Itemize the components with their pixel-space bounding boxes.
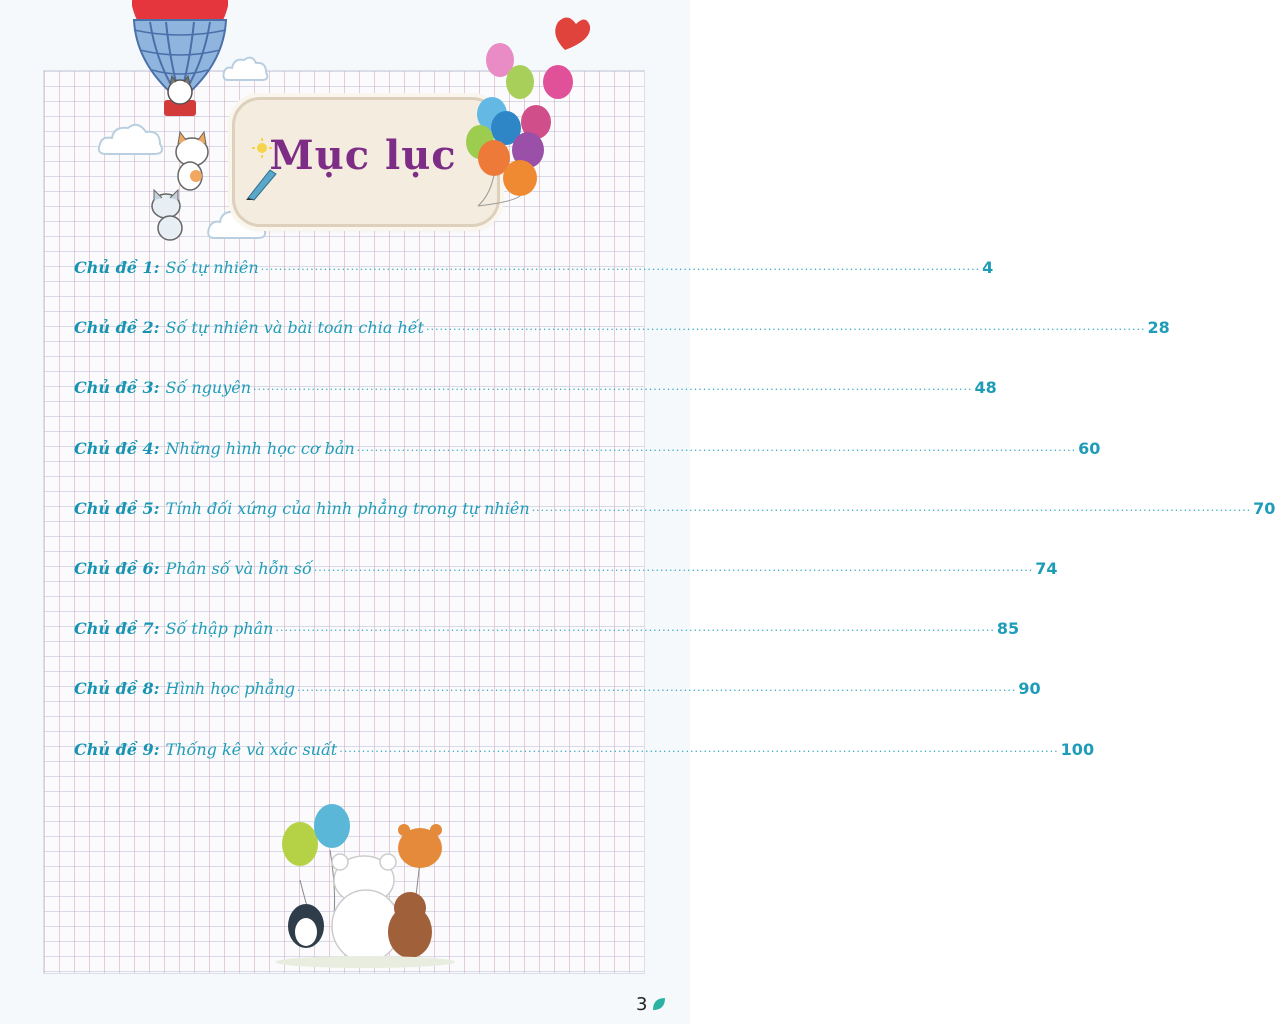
toc-chapter-label: Chủ đề 8: bbox=[74, 679, 160, 699]
toc-page-number: 60 bbox=[1078, 438, 1101, 458]
toc-chapter-label: Chủ đề 4: bbox=[74, 438, 160, 458]
toc-chapter-label: Chủ đề 6: bbox=[74, 558, 160, 578]
toc-page-number: 4 bbox=[982, 258, 994, 277]
toc-chapter-title: Hình học phẳng bbox=[165, 679, 295, 699]
toc-page-number: 74 bbox=[1035, 558, 1058, 578]
toc-chapter-title: Số nguyên bbox=[165, 378, 252, 398]
toc-leader-dots: ................................................................................................................................................................ bbox=[356, 440, 1077, 454]
cats-illustration bbox=[130, 120, 230, 250]
toc-chapter-label: Chủ đề 3: bbox=[74, 378, 160, 398]
toc-entry[interactable] bbox=[74, 679, 1041, 739]
toc-page-number: 100 bbox=[1060, 739, 1095, 759]
toc-page-number: 90 bbox=[1018, 679, 1041, 699]
toc-chapter-label: Chủ đề 1: bbox=[74, 258, 160, 277]
toc-leader-dots: ................................................................................................................................................................ bbox=[313, 560, 1034, 574]
toc-chapter-title: Số thập phân bbox=[165, 619, 274, 639]
toc-leader-dots: ................................................................................................................................................................ bbox=[296, 681, 1017, 695]
toc-leader-dots: ................................................................................................................................................................ bbox=[253, 380, 973, 394]
toc-page-number: 28 bbox=[1147, 318, 1170, 338]
hot-air-balloon-icon bbox=[110, 0, 250, 125]
toc-leader-dots: ................................................................................................................................................................ bbox=[339, 741, 1059, 755]
toc-entry[interactable] bbox=[74, 619, 1020, 679]
toc-page-number: 70 bbox=[1253, 498, 1275, 518]
toc-leader-dots: ................................................................................................................................................................ bbox=[426, 320, 1146, 334]
page-number: 3 bbox=[636, 994, 648, 1015]
toc-entry[interactable] bbox=[74, 498, 1275, 559]
toc-chapter-title: Thống kê và xác suất bbox=[165, 739, 338, 759]
toc-leader-dots: ................................................................................................................................................................ bbox=[260, 260, 981, 273]
toc-chapter-label: Chủ đề 2: bbox=[74, 318, 160, 338]
toc-entry[interactable] bbox=[74, 739, 1095, 800]
toc-chapter-title: Những hình học cơ bản bbox=[165, 438, 355, 458]
bears-with-balloons-illustration bbox=[270, 800, 460, 970]
table-of-contents bbox=[74, 258, 1275, 800]
toc-entry[interactable] bbox=[74, 558, 1058, 619]
toc-chapter-title: Số tự nhiên bbox=[165, 258, 259, 277]
toc-chapter-title: Tính đối xứng của hình phẳng trong tự nhiên bbox=[165, 498, 530, 518]
toc-chapter-label: Chủ đề 7: bbox=[74, 619, 160, 639]
toc-page-number: 85 bbox=[996, 619, 1020, 639]
toc-page-number: 48 bbox=[974, 378, 997, 398]
leaf-icon bbox=[651, 996, 667, 1012]
toc-chapter-title: Phân số và hỗn số bbox=[165, 558, 312, 578]
page-title: Mục lục bbox=[269, 132, 457, 179]
toc-chapter-label: Chủ đề 5: bbox=[74, 498, 160, 518]
toc-entry[interactable] bbox=[74, 258, 994, 318]
toc-entry[interactable] bbox=[74, 318, 1170, 378]
toc-leader-dots: ................................................................................................................................................................ bbox=[275, 621, 995, 635]
toc-entry[interactable] bbox=[74, 438, 1101, 499]
toc-chapter-title: Số tự nhiên và bài toán chia hết bbox=[165, 318, 425, 338]
toc-chapter-label: Chủ đề 9: bbox=[74, 739, 160, 759]
toc-leader-dots: ................................................................................................................................................................ bbox=[531, 500, 1252, 514]
toc-entry[interactable] bbox=[74, 378, 997, 438]
balloons-icon bbox=[450, 10, 600, 210]
